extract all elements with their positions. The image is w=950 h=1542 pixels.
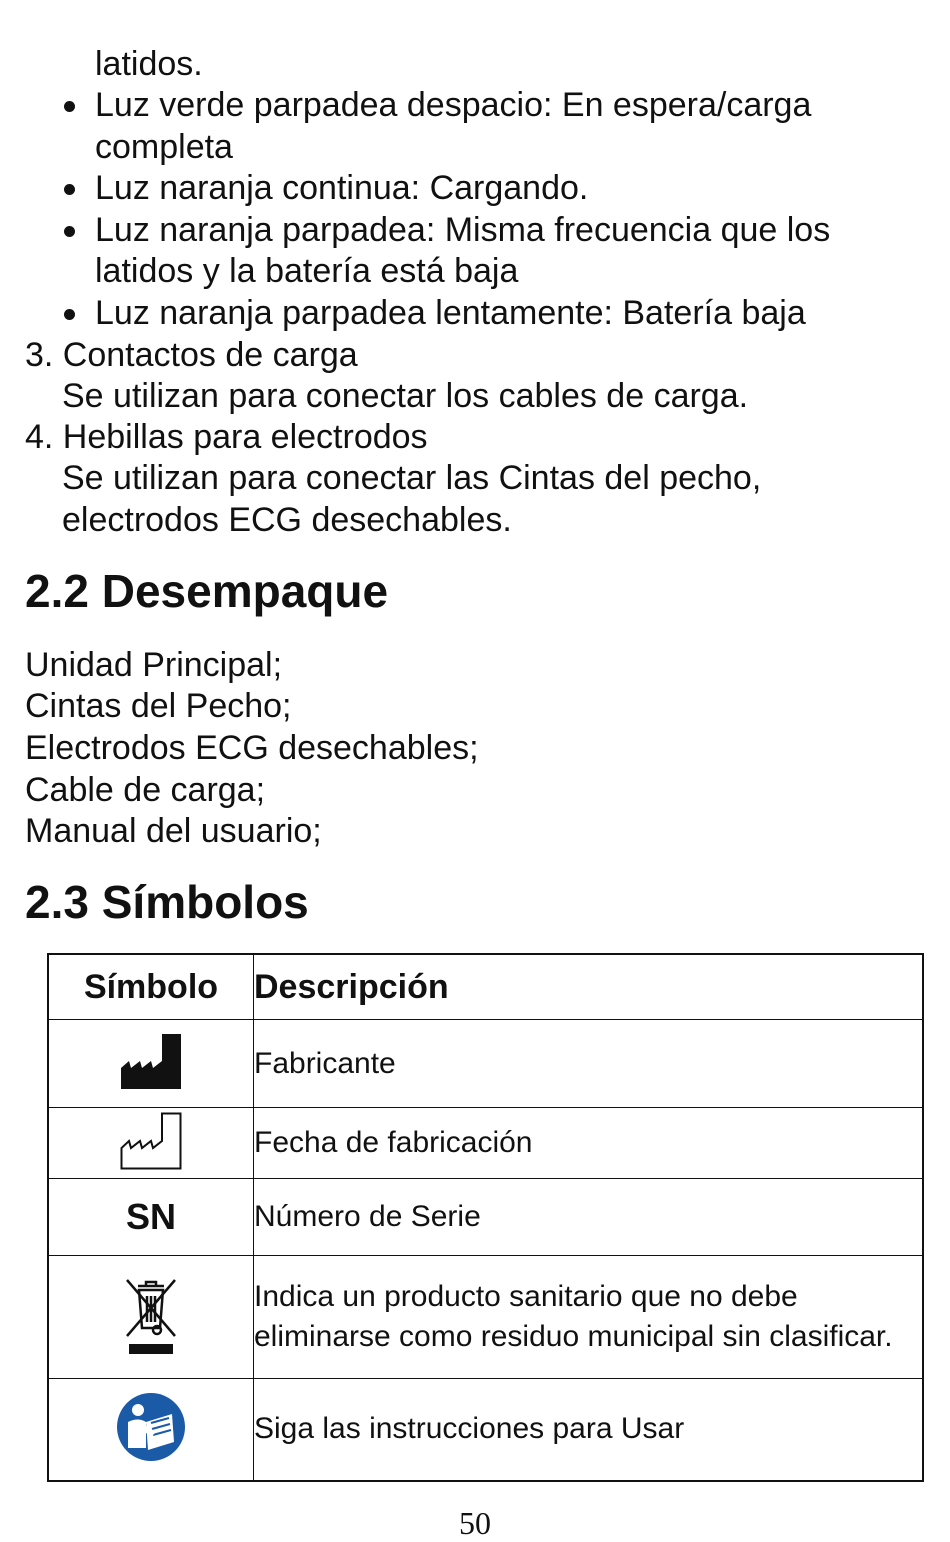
symbol-description: Fabricante <box>254 1020 924 1108</box>
manufacture-date-icon <box>120 1112 182 1170</box>
bullet <box>64 309 75 320</box>
symbols-table <box>47 953 924 1482</box>
symbols-heading: 2.3 Símbolos <box>25 876 309 928</box>
column-header-description: Descripción <box>254 954 924 1020</box>
unpacking-item: Cable de carga; <box>25 771 266 809</box>
status-light-item-cont: latidos y la batería está baja <box>95 252 519 290</box>
table-row <box>48 1256 923 1379</box>
numbered-item-desc: Se utilizan para conectar los cables de carga. <box>62 377 749 415</box>
page-number: 50 <box>459 1505 491 1541</box>
status-light-item: Luz naranja continua: Cargando. <box>95 169 589 207</box>
symbol-description: Indica un producto sanitario que no debe eliminarse como residuo municipal sin clasificar. <box>254 1256 924 1379</box>
status-light-item: Luz verde parpadea despacio: En espera/carga <box>95 86 812 124</box>
numbered-item-title: 3. Contactos de carga <box>25 336 358 374</box>
unpacking-item: Cintas del Pecho; <box>25 687 292 725</box>
weee-crossed-bin-icon <box>121 1274 181 1356</box>
bullet <box>64 184 75 195</box>
table-row <box>48 1379 923 1481</box>
continued-line: latidos. <box>95 45 203 83</box>
table-row <box>48 1020 923 1108</box>
follow-instructions-icon <box>116 1392 186 1462</box>
serial-number-symbol: SN <box>125 1196 176 1237</box>
table-row <box>48 1108 923 1179</box>
unpacking-heading: 2.2 Desempaque <box>25 565 389 617</box>
status-light-item: Luz naranja parpadea lentamente: Batería baja <box>95 294 806 332</box>
bullet <box>64 226 75 237</box>
status-light-item: Luz naranja parpadea: Misma frecuencia que los <box>95 211 831 249</box>
table-row <box>48 1179 923 1256</box>
unpacking-item: Unidad Principal; <box>25 646 283 684</box>
symbol-description: Número de Serie <box>254 1179 924 1256</box>
unpacking-item: Manual del usuario; <box>25 812 322 850</box>
symbol-description: Fecha de fabricación <box>254 1108 924 1179</box>
column-header-symbol: Símbolo <box>48 954 254 1020</box>
numbered-item-desc: electrodos ECG desechables. <box>62 501 512 539</box>
symbol-description: Siga las instrucciones para Usar <box>254 1379 924 1481</box>
bullet <box>64 101 75 112</box>
status-light-item-cont: completa <box>95 128 233 166</box>
manufacturer-icon <box>120 1032 182 1090</box>
table-header-row <box>48 954 923 1020</box>
numbered-item-desc: Se utilizan para conectar las Cintas del pecho, <box>62 459 762 497</box>
numbered-item-title: 4. Hebillas para electrodos <box>25 418 428 456</box>
unpacking-item: Electrodos ECG desechables; <box>25 729 479 767</box>
